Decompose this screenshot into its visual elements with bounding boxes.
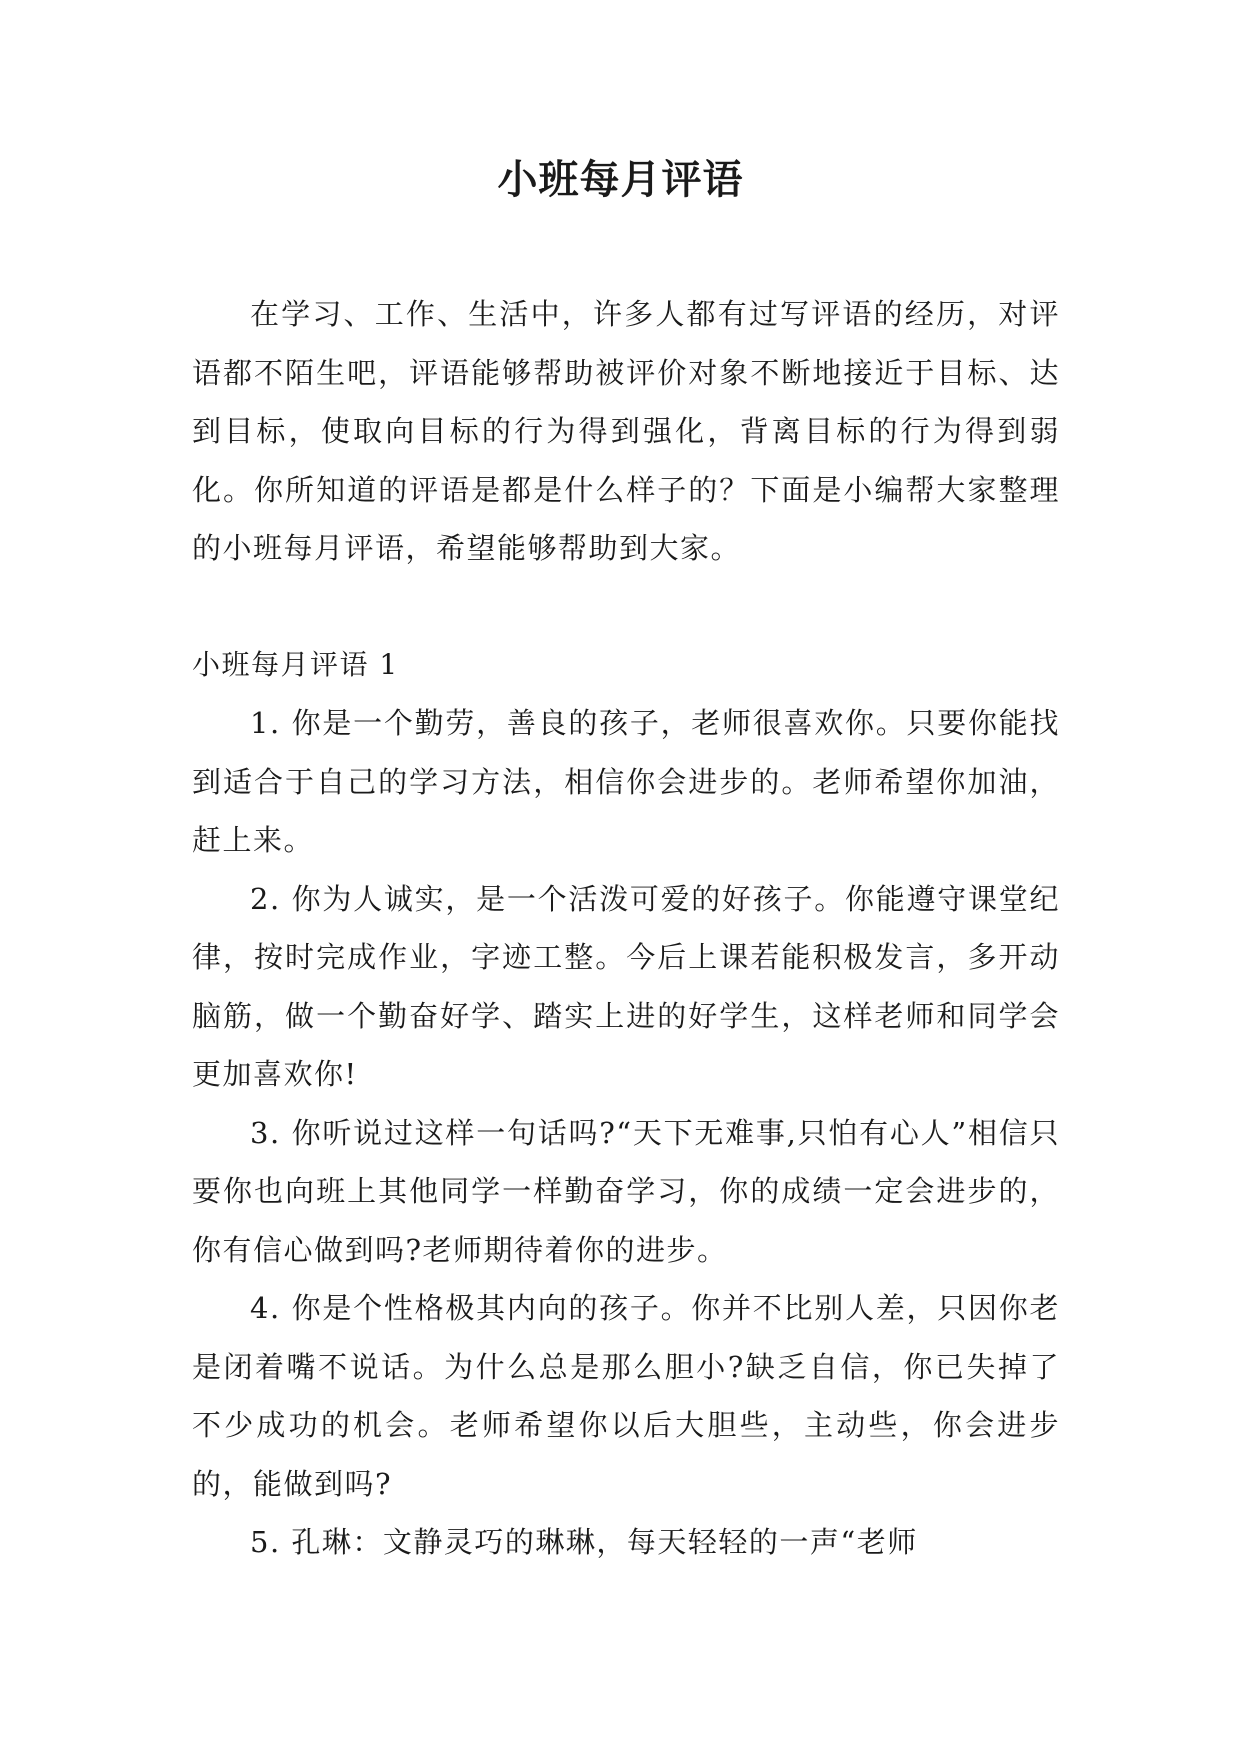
document-title: 小班每月评语 [497, 157, 744, 203]
comment-item-1: 1. 你是一个勤劳，善良的孩子，老师很喜欢你。只要你能找到适合于自己的学习方法，相信你会进步的。老师希望你加油，赶上来。 [192, 706, 1060, 857]
comment-item-5: 5. 孔琳：文静灵巧的琳琳，每天轻轻的一声“老师 [250, 1525, 918, 1559]
comment-item-3: 3. 你听说过这样一句话吗?“天下无难事,只怕有心人”相信只要你也向班上其他同学一样勤奋学习，你的成绩一定会进步的，你有信心做到吗?老师期待着你的进步。 [192, 1115, 1060, 1267]
document-body [192, 285, 1060, 1572]
section-heading: 小班每月评语 1 [192, 647, 399, 681]
comment-item-2: 2. 你为人诚实，是一个活泼可爱的好孩子。你能遵守课堂纪律，按时完成作业，字迹工整。今后上课若能积极发言，多开动脑筋，做一个勤奋好学、踏实上进的好学生，这样老师和同学会更加喜欢你! [192, 881, 1060, 1091]
comment-item-4: 4. 你是个性格极其内向的孩子。你并不比别人差，只因你老是闭着嘴不说话。为什么总是那么胆小?缺乏自信，你已失掉了不少成功的机会。老师希望你以后大胆些，主动些，你会进步的，能做到吗? [192, 1291, 1060, 1501]
intro-paragraph: 在学习、工作、生活中，许多人都有过写评语的经历，对评语都不陌生吧，评语能够帮助被评价对象不断地接近于目标、达到目标，使取向目标的行为得到强化，背离目标的行为得到弱化。你所知道的评语是都是什么样子的？下面是小编帮大家整理的小班每月评语，希望能够帮助到大家。 [192, 297, 1060, 565]
